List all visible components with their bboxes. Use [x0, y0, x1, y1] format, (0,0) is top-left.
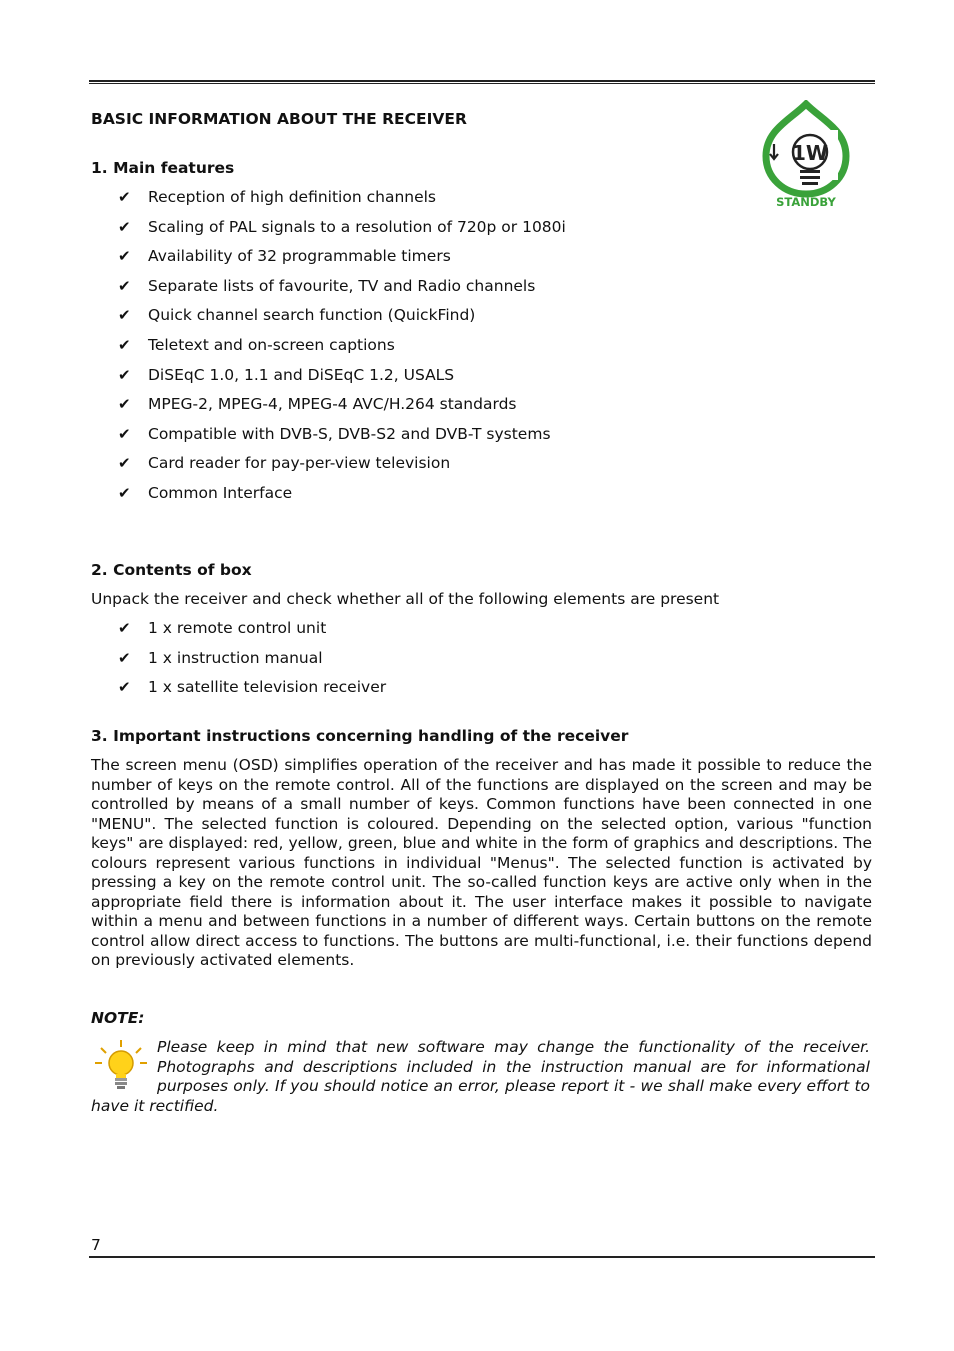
list-item: ✔ Card reader for pay-per-view television [118, 454, 451, 473]
list-item: ✔ Availability of 32 programmable timers [118, 247, 451, 266]
section-2-heading: 2. Contents of box [91, 561, 252, 579]
check-icon: ✔ [118, 365, 131, 384]
list-item: ✔ Teletext and on-screen captions [118, 335, 395, 354]
list-item: ✔ 1 x remote control unit [118, 619, 327, 637]
check-icon: ✔ [118, 648, 131, 667]
lightbulb-icon [91, 1038, 151, 1095]
list-item: ✔ Common Interface [118, 483, 293, 502]
logo-power-text: 1W [792, 141, 828, 165]
list-item: ✔ Reception of high definition channels [118, 188, 437, 206]
check-icon: ✔ [118, 247, 131, 266]
note-label: NOTE: [91, 1009, 145, 1027]
section-1-heading: 1. Main features [91, 159, 235, 177]
check-icon: ✔ [118, 678, 131, 697]
note-text: Please keep in mind that new software may change the functionality of the receiver. Photographs and descriptions included in the instruction manual are for informational purposes only. If you should notice an error, please report it - we shall make every effort to have it rectified. [91, 1038, 870, 1115]
logo-label: STANDBY [776, 195, 836, 209]
list-item: ✔ 1 x instruction manual [118, 648, 323, 667]
check-icon: ✔ [118, 619, 131, 637]
main-features-list [118, 187, 566, 513]
page-title: BASIC INFORMATION ABOUT THE RECEIVER [91, 110, 467, 128]
list-item: ✔ Compatible with DVB-S, DVB-S2 and DVB-T systems [118, 424, 551, 443]
list-item: ✔ 1 x satellite television receiver [118, 678, 387, 697]
list-item: ✔ Scaling of PAL signals to a resolution of 720p or 1080i [118, 217, 566, 236]
standby-1w-logo [760, 100, 852, 212]
bottom-rule [89, 1256, 875, 1258]
check-icon: ✔ [118, 424, 131, 443]
check-icon: ✔ [118, 483, 131, 502]
check-icon: ✔ [118, 276, 131, 295]
section-3-body: The screen menu (OSD) simplifies operation of the receiver and has made it possible to reduce the number of keys on the remote control. All of the functions are displayed on the screen and may be controlled by means of a small number of keys. Common functions have been connected in one "MENU". The selected function is coloured. Depending on the selected option, various "function keys" are displayed: red, yellow, green, blue and white in the form of graphics and descriptions. The colours represent various functions in individual "Menus". The selected function is activated by pressing a key on the remote control unit. The so-called function keys are active only when in the appropriate field there is information about it. The user interface makes it possible to navigate within a menu and between functions in a number of different ways. Certain buttons on the remote control allow direct access to functions. The buttons are multi-functional, i.e. their functions depend on previously activated elements. [91, 756, 872, 969]
list-item: ✔ MPEG-2, MPEG-4, MPEG-4 AVC/H.264 standards [118, 395, 517, 414]
list-item: ✔ DiSEqC 1.0, 1.1 and DiSEqC 1.2, USALS [118, 365, 455, 384]
list-item: ✔ Quick channel search function (QuickFind) [118, 306, 476, 325]
note-box [91, 1038, 870, 1116]
page-number: 7 [91, 1236, 101, 1254]
check-icon: ✔ [118, 188, 131, 206]
check-icon: ✔ [118, 454, 131, 473]
check-icon: ✔ [118, 306, 131, 325]
section-3-heading: 3. Important instructions concerning handling of the receiver [91, 727, 629, 745]
section-2-intro: Unpack the receiver and check whether all of the following elements are present [91, 590, 720, 608]
check-icon: ✔ [118, 335, 131, 354]
check-icon: ✔ [118, 217, 131, 236]
list-item: ✔ Separate lists of favourite, TV and Radio channels [118, 276, 536, 295]
box-contents-list [118, 618, 386, 707]
check-icon: ✔ [118, 395, 131, 414]
top-rule [89, 80, 875, 84]
